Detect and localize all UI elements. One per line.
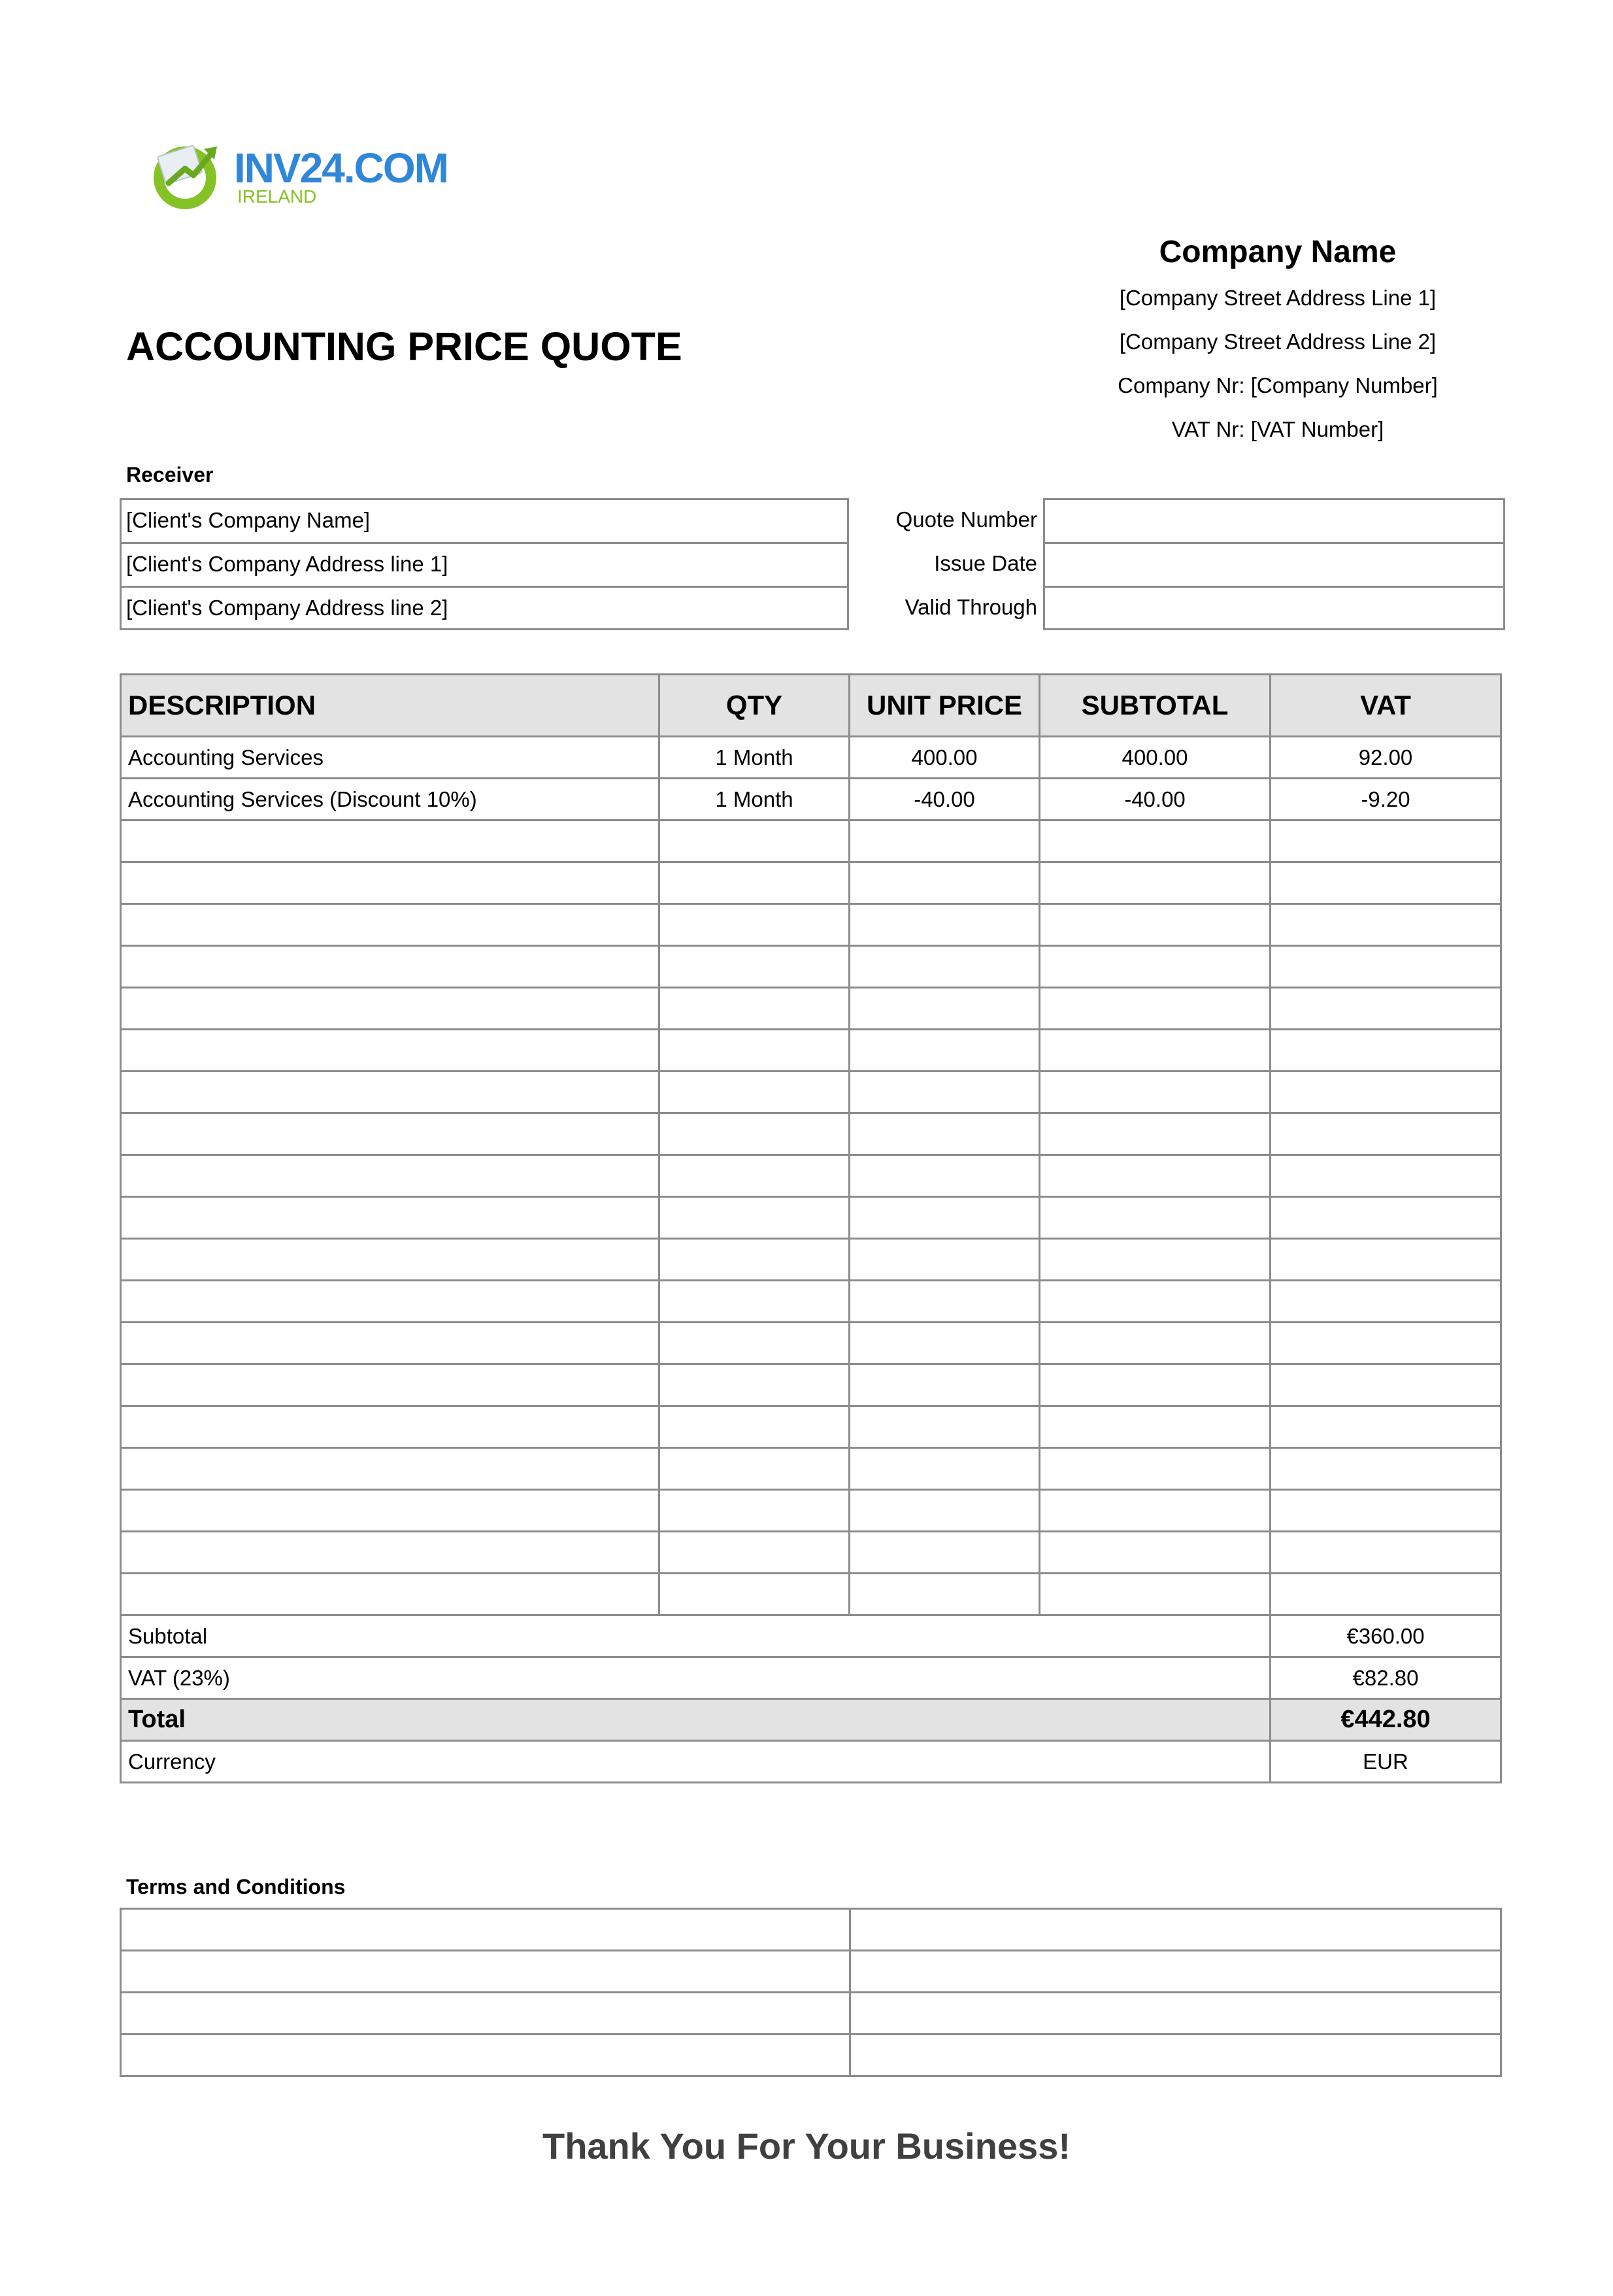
terms-table	[120, 1908, 1502, 2077]
company-address-line-1: [Company Street Address Line 1]	[1119, 286, 1437, 310]
cell-qty[interactable]: 1 Month	[659, 779, 850, 820]
cell-subtotal[interactable]	[1040, 1281, 1271, 1323]
cell-vat[interactable]	[1271, 1155, 1501, 1197]
cell-subtotal[interactable]	[1040, 1113, 1271, 1155]
terms-cell[interactable]	[850, 2034, 1501, 2076]
cell-description[interactable]	[121, 862, 659, 904]
cell-unit-price[interactable]	[850, 1532, 1040, 1574]
cell-subtotal[interactable]: -40.00	[1040, 779, 1271, 820]
logo-subtitle: IRELAND	[237, 186, 317, 207]
cell-subtotal[interactable]	[1040, 1448, 1271, 1490]
cell-qty[interactable]: 1 Month	[659, 737, 850, 779]
cell-description[interactable]	[121, 904, 659, 946]
cell-description[interactable]	[121, 1364, 659, 1406]
logo-wordmark: INV24.COM	[234, 144, 448, 192]
cell-unit-price[interactable]	[850, 1197, 1040, 1239]
cell-subtotal[interactable]	[1040, 988, 1271, 1030]
terms-cell[interactable]	[850, 1909, 1501, 1951]
vat-number: VAT Nr: [VAT Number]	[1171, 417, 1384, 441]
cell-description[interactable]	[121, 988, 659, 1030]
terms-body	[121, 1909, 1501, 2076]
cell-subtotal[interactable]	[1040, 1323, 1271, 1364]
quote-number-label: Quote Number	[895, 507, 1037, 532]
table-row	[121, 1030, 1501, 1072]
subtotal-row	[121, 1615, 1501, 1657]
table-row	[121, 1113, 1501, 1155]
terms-cell[interactable]	[850, 1993, 1501, 2034]
cell-description[interactable]: Accounting Services (Discount 10%)	[121, 779, 659, 820]
cell-vat[interactable]	[1271, 1490, 1501, 1532]
total-value: €442.80	[1271, 1699, 1501, 1741]
vat-label: VAT (23%)	[121, 1657, 1271, 1699]
table-row	[121, 1197, 1501, 1239]
cell-unit-price[interactable]	[850, 1490, 1040, 1532]
vat-value: €82.80	[1271, 1657, 1501, 1699]
cell-unit-price[interactable]	[850, 1072, 1040, 1113]
cell-subtotal[interactable]	[1040, 1490, 1271, 1532]
cell-subtotal[interactable]	[1040, 946, 1271, 988]
company-number: Company Nr: [Company Number]	[1118, 373, 1438, 397]
cell-qty[interactable]	[659, 988, 850, 1030]
table-row	[121, 1574, 1501, 1615]
cell-unit-price[interactable]	[850, 1406, 1040, 1448]
company-info	[1072, 229, 1484, 451]
terms-cell[interactable]	[121, 1909, 850, 1951]
currency-row	[121, 1741, 1501, 1783]
cell-description[interactable]	[121, 1113, 659, 1155]
terms-row	[121, 1993, 1501, 2034]
cell-description[interactable]	[121, 1239, 659, 1281]
cell-description[interactable]	[121, 1072, 659, 1113]
column-header-subtotal: SUBTOTAL	[1040, 675, 1271, 737]
cell-qty[interactable]	[659, 820, 850, 862]
cell-qty[interactable]	[659, 946, 850, 988]
terms-cell[interactable]	[850, 1951, 1501, 1993]
cell-unit-price[interactable]	[850, 904, 1040, 946]
cell-qty[interactable]	[659, 1574, 850, 1615]
client-address-line-2[interactable]: [Client's Company Address line 2]	[126, 596, 448, 620]
cell-unit-price[interactable]	[850, 1239, 1040, 1281]
subtotal-value: €360.00	[1271, 1615, 1501, 1657]
cell-vat[interactable]	[1271, 1323, 1501, 1364]
column-header-qty: QTY	[659, 675, 850, 737]
terms-row	[121, 2034, 1501, 2076]
cell-unit-price[interactable]	[850, 1281, 1040, 1323]
cell-qty[interactable]	[659, 904, 850, 946]
receiver-label: Receiver	[126, 463, 214, 486]
cell-unit-price[interactable]	[850, 1448, 1040, 1490]
cell-description[interactable]: Accounting Services	[121, 737, 659, 779]
cell-description[interactable]	[121, 1532, 659, 1574]
cell-qty[interactable]	[659, 1281, 850, 1323]
quote-meta-box	[1043, 498, 1505, 630]
cell-qty[interactable]	[659, 1030, 850, 1072]
cell-subtotal[interactable]	[1040, 1364, 1271, 1406]
subtotal-label: Subtotal	[121, 1615, 1271, 1657]
cell-subtotal[interactable]: 400.00	[1040, 737, 1271, 779]
cell-qty[interactable]	[659, 1448, 850, 1490]
cell-vat[interactable]	[1271, 988, 1501, 1030]
cell-description[interactable]	[121, 1490, 659, 1532]
cell-vat[interactable]	[1271, 1574, 1501, 1615]
document-title: ACCOUNTING PRICE QUOTE	[126, 324, 682, 369]
cell-unit-price[interactable]	[850, 1155, 1040, 1197]
table-row	[121, 1239, 1501, 1281]
table-row	[121, 1406, 1501, 1448]
cell-qty[interactable]	[659, 1072, 850, 1113]
cell-unit-price[interactable]	[850, 1030, 1040, 1072]
logo-icon	[149, 137, 227, 212]
cell-unit-price[interactable]	[850, 1574, 1040, 1615]
cell-qty[interactable]	[659, 1197, 850, 1239]
table-row	[121, 1532, 1501, 1574]
items-body	[121, 737, 1501, 1615]
cell-vat[interactable]	[1271, 1030, 1501, 1072]
terms-label: Terms and Conditions	[126, 1875, 346, 1899]
cell-unit-price[interactable]: -40.00	[850, 779, 1040, 820]
table-row	[121, 1072, 1501, 1113]
table-row	[121, 737, 1501, 779]
currency-value: EUR	[1271, 1741, 1501, 1783]
table-row	[121, 1281, 1501, 1323]
cell-vat[interactable]	[1271, 1364, 1501, 1406]
cell-qty[interactable]	[659, 1113, 850, 1155]
table-row	[121, 946, 1501, 988]
cell-description[interactable]	[121, 1406, 659, 1448]
cell-qty[interactable]	[659, 1155, 850, 1197]
cell-description[interactable]	[121, 946, 659, 988]
cell-unit-price[interactable]	[850, 1113, 1040, 1155]
cell-qty[interactable]	[659, 1364, 850, 1406]
cell-vat[interactable]	[1271, 1072, 1501, 1113]
cell-vat[interactable]: 92.00	[1271, 737, 1501, 779]
cell-unit-price[interactable]	[850, 862, 1040, 904]
cell-subtotal[interactable]	[1040, 1532, 1271, 1574]
cell-unit-price[interactable]	[850, 820, 1040, 862]
terms-cell[interactable]	[121, 1993, 850, 2034]
cell-description[interactable]	[121, 1448, 659, 1490]
cell-subtotal[interactable]	[1040, 1155, 1271, 1197]
table-row	[121, 779, 1501, 820]
cell-unit-price[interactable]: 400.00	[850, 737, 1040, 779]
company-logo	[149, 134, 448, 216]
thank-you-message: Thank You For Your Business!	[542, 2125, 1071, 2167]
cell-unit-price[interactable]	[850, 1323, 1040, 1364]
items-header-row	[121, 675, 1501, 737]
cell-qty[interactable]	[659, 1532, 850, 1574]
company-address-line-2: [Company Street Address Line 2]	[1119, 329, 1437, 354]
cell-vat[interactable]	[1271, 1281, 1501, 1323]
table-row	[121, 1323, 1501, 1364]
total-label: Total	[121, 1699, 1271, 1741]
terms-cell[interactable]	[121, 1951, 850, 1993]
table-row	[121, 1155, 1501, 1197]
cell-description[interactable]	[121, 1281, 659, 1323]
cell-vat[interactable]	[1271, 1448, 1501, 1490]
cell-vat[interactable]: -9.20	[1271, 779, 1501, 820]
table-row	[121, 904, 1501, 946]
column-header-unit-price: UNIT PRICE	[850, 675, 1040, 737]
table-row	[121, 862, 1501, 904]
cell-vat[interactable]	[1271, 946, 1501, 988]
cell-qty[interactable]	[659, 1406, 850, 1448]
total-row	[121, 1699, 1501, 1741]
cell-qty[interactable]	[659, 1323, 850, 1364]
table-row	[121, 1490, 1501, 1532]
cell-description[interactable]	[121, 1030, 659, 1072]
cell-vat[interactable]	[1271, 1406, 1501, 1448]
client-company-name[interactable]: [Client's Company Name]	[126, 508, 371, 532]
table-row	[121, 1364, 1501, 1406]
cell-vat[interactable]	[1271, 1532, 1501, 1574]
cell-qty[interactable]	[659, 862, 850, 904]
valid-through-label: Valid Through	[905, 595, 1037, 619]
items-table	[120, 673, 1502, 1783]
cell-unit-price[interactable]	[850, 946, 1040, 988]
cell-subtotal[interactable]	[1040, 862, 1271, 904]
cell-description[interactable]	[121, 1155, 659, 1197]
table-row	[121, 820, 1501, 862]
cell-description[interactable]	[121, 820, 659, 862]
cell-subtotal[interactable]	[1040, 1406, 1271, 1448]
cell-vat[interactable]	[1271, 904, 1501, 946]
cell-vat[interactable]	[1271, 1197, 1501, 1239]
cell-description[interactable]	[121, 1574, 659, 1615]
cell-description[interactable]	[121, 1197, 659, 1239]
cell-description[interactable]	[121, 1323, 659, 1364]
cell-subtotal[interactable]	[1040, 1030, 1271, 1072]
cell-vat[interactable]	[1271, 862, 1501, 904]
client-address-line-1[interactable]: [Client's Company Address line 1]	[126, 552, 448, 576]
cell-qty[interactable]	[659, 1239, 850, 1281]
cell-subtotal[interactable]	[1040, 1072, 1271, 1113]
vat-row	[121, 1657, 1501, 1699]
company-name: Company Name	[1159, 235, 1397, 269]
issue-date-label: Issue Date	[934, 551, 1037, 575]
column-header-description: DESCRIPTION	[121, 675, 659, 737]
cell-subtotal[interactable]	[1040, 1239, 1271, 1281]
cell-qty[interactable]	[659, 1490, 850, 1532]
cell-subtotal[interactable]	[1040, 1574, 1271, 1615]
currency-label: Currency	[121, 1741, 1271, 1783]
cell-unit-price[interactable]	[850, 988, 1040, 1030]
cell-subtotal[interactable]	[1040, 1197, 1271, 1239]
table-row	[121, 1448, 1501, 1490]
terms-row	[121, 1951, 1501, 1993]
cell-subtotal[interactable]	[1040, 820, 1271, 862]
column-header-vat: VAT	[1271, 675, 1501, 737]
cell-unit-price[interactable]	[850, 1364, 1040, 1406]
cell-vat[interactable]	[1271, 820, 1501, 862]
terms-cell[interactable]	[121, 2034, 850, 2076]
cell-vat[interactable]	[1271, 1239, 1501, 1281]
table-row	[121, 988, 1501, 1030]
terms-row	[121, 1909, 1501, 1951]
cell-vat[interactable]	[1271, 1113, 1501, 1155]
cell-subtotal[interactable]	[1040, 904, 1271, 946]
